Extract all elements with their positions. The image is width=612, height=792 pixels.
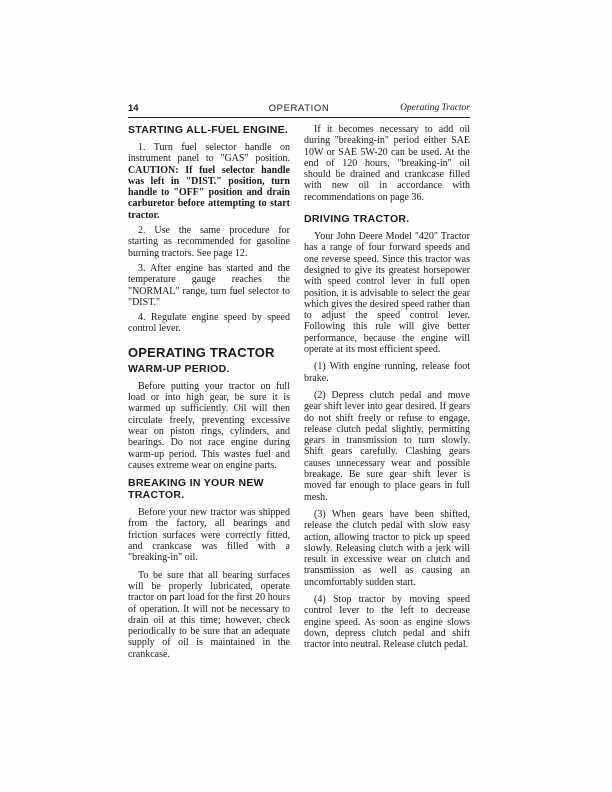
right-column xyxy=(304,124,470,656)
header-rule xyxy=(128,117,470,118)
starting-step-4: 4. Regulate engine speed by speed control lever. xyxy=(128,312,290,335)
step-1-caution: CAUTION: If fuel selector handle was left in "DIST." position, turn handle to "OFF" position and drain carburetor before attempting to start tractor. xyxy=(128,164,290,221)
page-number: 14 xyxy=(128,103,139,114)
driving-step-3: (3) When gears have been shifted, release the clutch pedal with slow easy action, allowing tractor to pick up speed slowly. Releasing clutch with a jerk will result in excessive wear on clutch and transmission as well as causing an uncomfortably sudden start. xyxy=(304,508,470,588)
driving-intro: Your John Deere Model "420" Tractor has a range of four forward speeds and one reverse speed. Since this tractor was designed to give its greatest horsepower with speed control lever in full open position, it is advisable to select the gear which gives the desired speed rather than to adjust the speed control lever. Following this rule will give better performance, because the engine will operate at its most efficient speed. xyxy=(304,231,470,356)
warmup-paragraph: Before putting your tractor on full load or into high gear, be sure it is warmed up sufficiently. Oil will then circulate freely, preventing excessive wear on piston rings, cylinders, and bearings. Do not race engine during warm-up period. This wastes fuel and causes extreme wear on engine parts. xyxy=(128,380,290,471)
starting-step-3: 3. After engine has started and the temperature gauge reaches the "NORMAL" range, turn fuel selector to "DIST." xyxy=(128,262,290,308)
driving-step-2: (2) Depress clutch pedal and move gear shift lever into gear desired. If gears do not shift freely or refuse to engage, release clutch pedal slightly, permitting gears in transmission to turn slowly. Shift gears carefully. Clashing gears causes unnecessary wear and possible breakage. Be sure gear shift lever is moved far enough to place gears in full mesh. xyxy=(304,389,470,503)
driving-heading: DRIVING TRACTOR. xyxy=(304,213,410,226)
driving-step-1: (1) With engine running, release foot brake. xyxy=(304,361,470,384)
breaking-in-paragraph-1: Before your new tractor was shipped from the factory, all bearings and friction surfaces were correctly fitted, and crankcase was filled with a "breaking-in" oil. xyxy=(128,507,290,564)
left-column xyxy=(128,124,290,666)
warmup-heading: WARM-UP PERIOD. xyxy=(128,362,230,375)
operating-heading: OPERATING TRACTOR xyxy=(128,344,275,360)
chapter-title: Operating Tractor xyxy=(400,103,470,113)
step-1-text: 1. Turn fuel selector handle on instrument panel to "GAS" position. xyxy=(128,142,290,165)
breaking-in-paragraph-3: If it becomes necessary to add oil during "breaking-in" period either SAE 10W or SAE 5W-20 can be used. At the end of 120 hours, "breaking-in" oil should be drained and crankcase filled with new oil in accordance with recommendations on page 36. xyxy=(304,124,470,203)
section-title: OPERATION xyxy=(268,103,330,114)
starting-heading: STARTING ALL-FUEL ENGINE. xyxy=(128,124,289,136)
driving-step-4: (4) Stop tractor by moving speed control lever to the left to decrease engine speed. As soon as engine slows down, depress clutch pedal and shift tractor into neutral. Release clutch pedal. xyxy=(304,593,470,651)
page-header xyxy=(128,102,470,116)
breaking-in-paragraph-2: To be sure that all bearing surfaces will be properly lubricated, operate tractor on part load for the first 20 hours of operation. It will not be necessary to drain oil at this time; however, check periodically to be sure that an adequate supply of oil is maintained in the crankcase. xyxy=(128,569,290,660)
starting-step-2: 2. Use the same procedure for starting as recommended for gasoline burning tractors. See page 12. xyxy=(128,225,290,259)
breaking-in-heading: BREAKING IN YOUR NEW TRACTOR. xyxy=(128,477,264,502)
starting-step-1 xyxy=(128,142,290,221)
